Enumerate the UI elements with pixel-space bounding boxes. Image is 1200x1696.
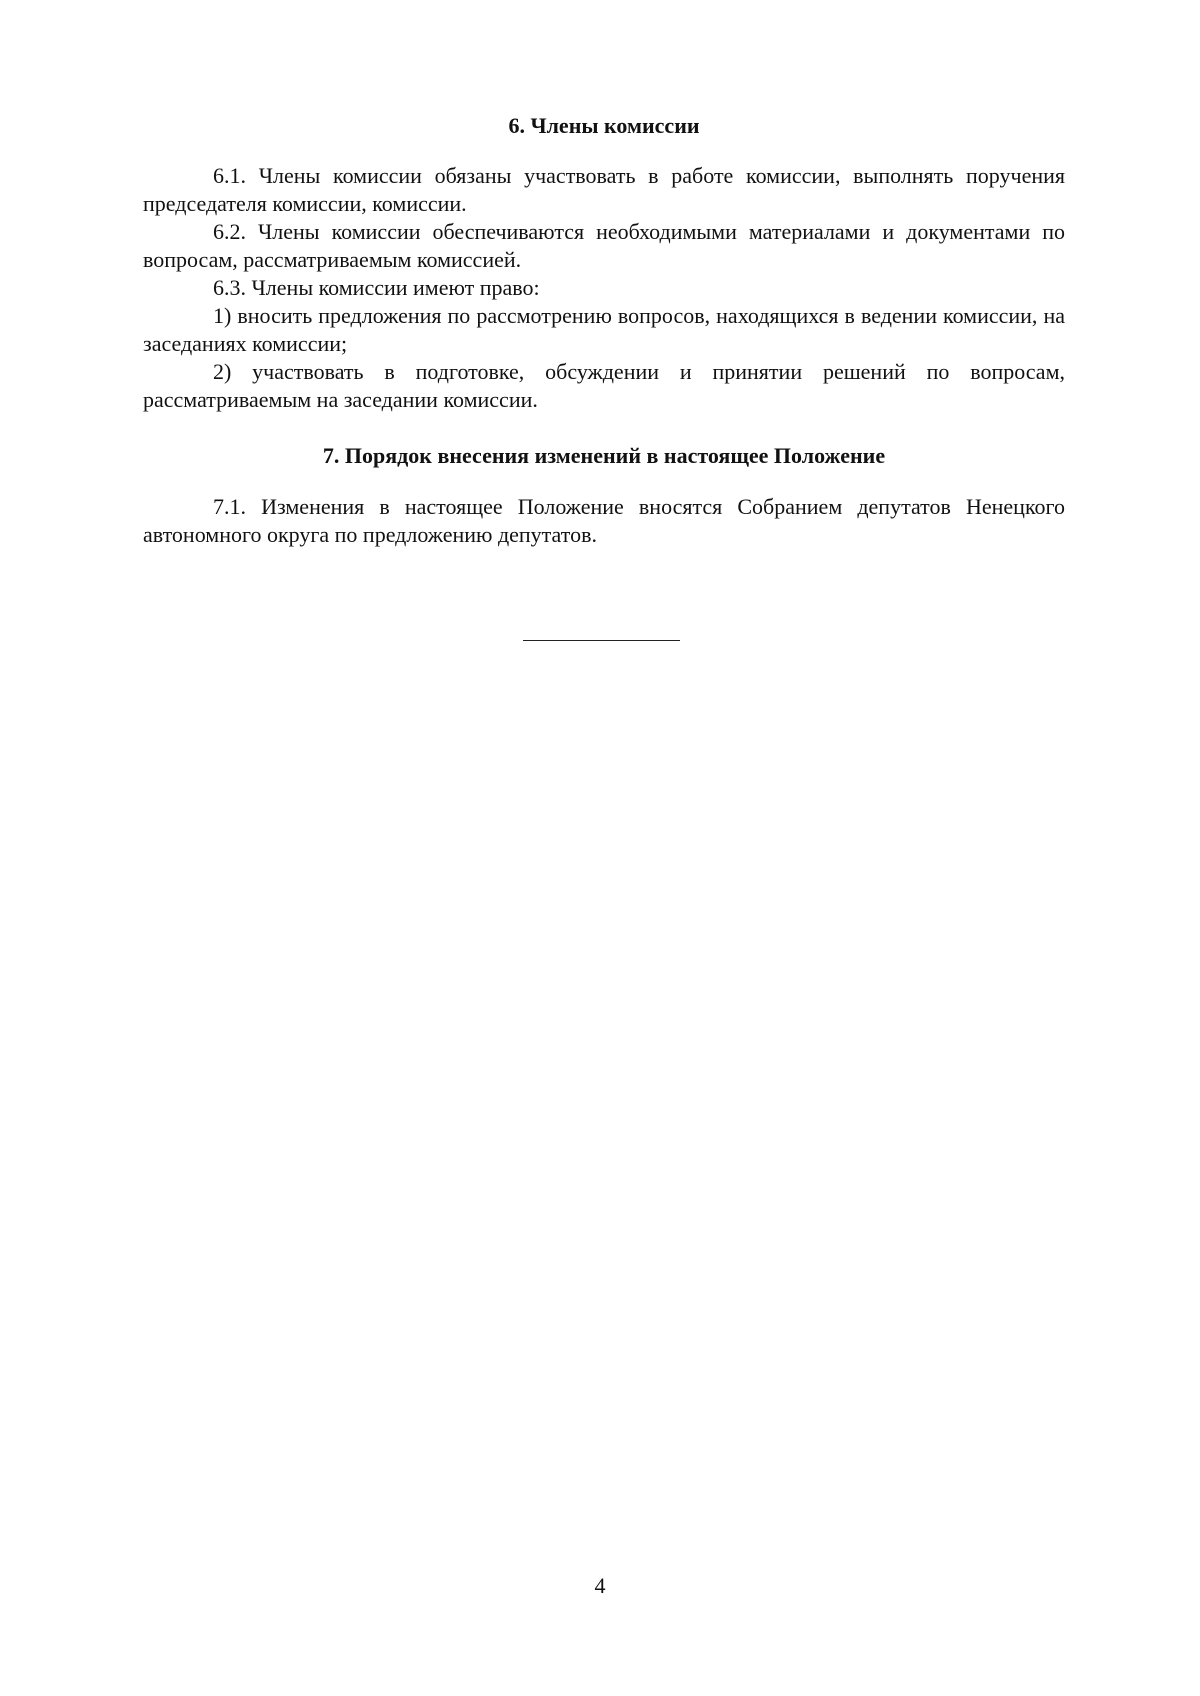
section-amendments [143,441,1065,549]
paragraph-6-3: 6.3. Члены комиссии имеют право: [213,275,540,300]
page-number: 4 [594,1573,606,1598]
document-body [143,111,1065,549]
end-of-document-rule [523,640,680,641]
section-members [143,111,1065,414]
paragraph-7-1: 7.1. Изменения в настоящее Положение вносятся Собранием депутатов Ненецкого автономного округа по предложению депутатов. [143,494,1065,547]
paragraph-6-1: 6.1. Члены комиссии обязаны участвовать в работе комиссии, выполнять поручения председателя комиссии, комиссии. [143,163,1065,216]
list-item-2: 2) участвовать в подготовке, обсуждении и принятии решений по вопросам, рассматриваемым на заседании комиссии. [143,359,1065,412]
section-heading: 6. Члены комиссии [508,113,700,138]
list-item-1: 1) вносить предложения по рассмотрению вопросов, находящихся в ведении комиссии, на заседаниях комиссии; [143,303,1065,356]
paragraph-6-2: 6.2. Члены комиссии обеспечиваются необходимыми материалами и документами по вопросам, рассматриваемым комиссией. [143,219,1065,272]
section-heading: 7. Порядок внесения изменений в настоящее Положение [322,443,886,468]
